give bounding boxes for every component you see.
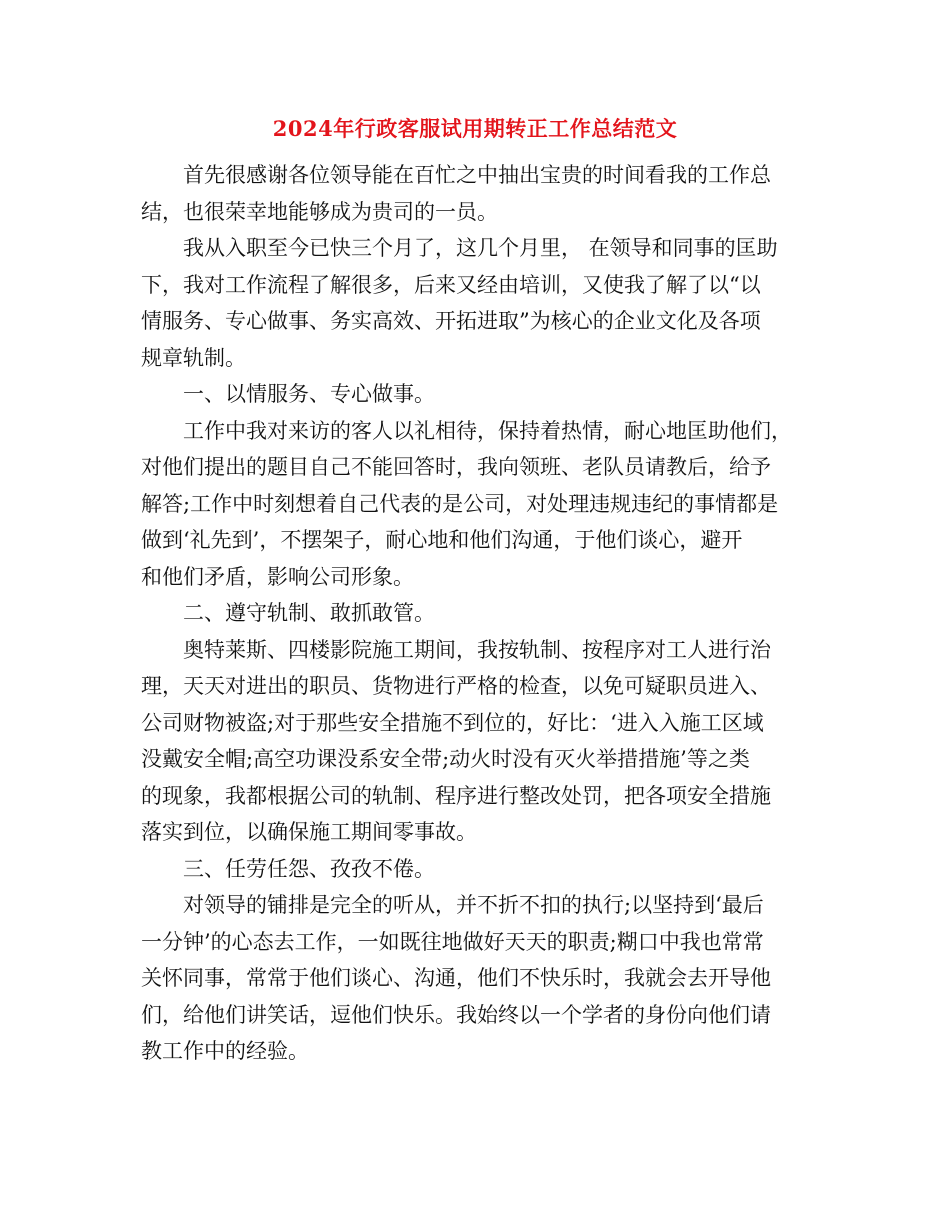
- paragraph-line: 教工作中的经验。: [141, 1039, 309, 1063]
- paragraph-line: 一、以情服务、专心做事。: [183, 382, 435, 406]
- paragraph-line: 们，给他们讲笑话，逗他们快乐。我始终以一个学者的身份向他们请: [141, 1002, 771, 1027]
- paragraph-line: 工作中我对来访的客人以礼相待，保持着热情，耐心地匡助他们，: [183, 418, 792, 443]
- paragraph-line: 对领导的铺排是完全的听从，并不折不扣的执行;以坚持到‘最后: [183, 893, 764, 917]
- paragraph: [141, 376, 809, 413]
- paragraph-line: 三、任劳任怨、孜孜不倦。: [183, 856, 435, 881]
- paragraph: [141, 887, 809, 1070]
- paragraph: [141, 632, 809, 851]
- paragraph: [141, 157, 809, 230]
- paragraph-line: 对他们提出的题目自己不能回答时，我向领班、老队员请教后，给予: [141, 455, 771, 479]
- paragraph-line: 下，我对工作流程了解很多，后来又经由培训，又使我了解了以“以: [141, 272, 761, 297]
- paragraph-line: 结，也很荣幸地能够成为贵司的一员。: [141, 199, 498, 224]
- paragraph-line: 和他们矛盾，影响公司形象。: [141, 564, 414, 589]
- paragraph-line: 公司财物被盗;对于那些安全措施不到位的，好比：‘进入入施工区域: [141, 710, 764, 735]
- paragraph: [141, 595, 809, 632]
- paragraph: [141, 851, 809, 888]
- paragraph-line: 解答;工作中时刻想着自己代表的是公司，对处理违规违纪的事情都是: [141, 491, 779, 516]
- paragraph-line: 的现象，我都根据公司的轨制、程序进行整改处罚，把各项安全措施: [141, 783, 771, 808]
- document-title: 2024年行政客服试用期转正工作总结范文: [272, 116, 678, 141]
- paragraph-line: 情服务、专心做事、务实高效、开拓进取”为核心的企业文化及各项: [141, 309, 761, 333]
- paragraph: [141, 413, 809, 596]
- paragraph-line: 规章轨制。: [141, 345, 246, 370]
- paragraph-line: 落实到位，以确保施工期间零事故。: [141, 820, 477, 844]
- paragraph-line: 理，天天对进出的职员、货物进行严格的检查，以免可疑职员进入、: [141, 674, 771, 698]
- paragraph: [141, 230, 809, 376]
- paragraph-line: 一分钟’的心态去工作，一如既往地做好天天的职责;糊口中我也常常: [141, 929, 764, 954]
- paragraph-line: 二、遵守轨制、敢抓敢管。: [183, 601, 435, 625]
- paragraph-line: 做到‘礼先到’，不摆架子，耐心地和他们沟通，于他们谈心，避开: [141, 528, 743, 552]
- paragraph-line: 没戴安全帽;高空功课没系安全带;动火时没有灭火举措措施’等之类: [141, 747, 750, 771]
- paragraph-line: 我从入职至今已快三个月了，这几个月里， 在领导和同事的匡助: [183, 236, 778, 260]
- paragraph-line: 奥特莱斯、四楼影院施工期间，我按轨制、按程序对工人进行治: [183, 637, 771, 662]
- paragraph-line: 首先很感谢各位领导能在百忙之中抽出宝贵的时间看我的工作总: [183, 163, 771, 187]
- document-body: [141, 157, 809, 1070]
- paragraph-line: 关怀同事，常常于他们谈心、沟通，他们不快乐时，我就会去开导他: [141, 966, 771, 990]
